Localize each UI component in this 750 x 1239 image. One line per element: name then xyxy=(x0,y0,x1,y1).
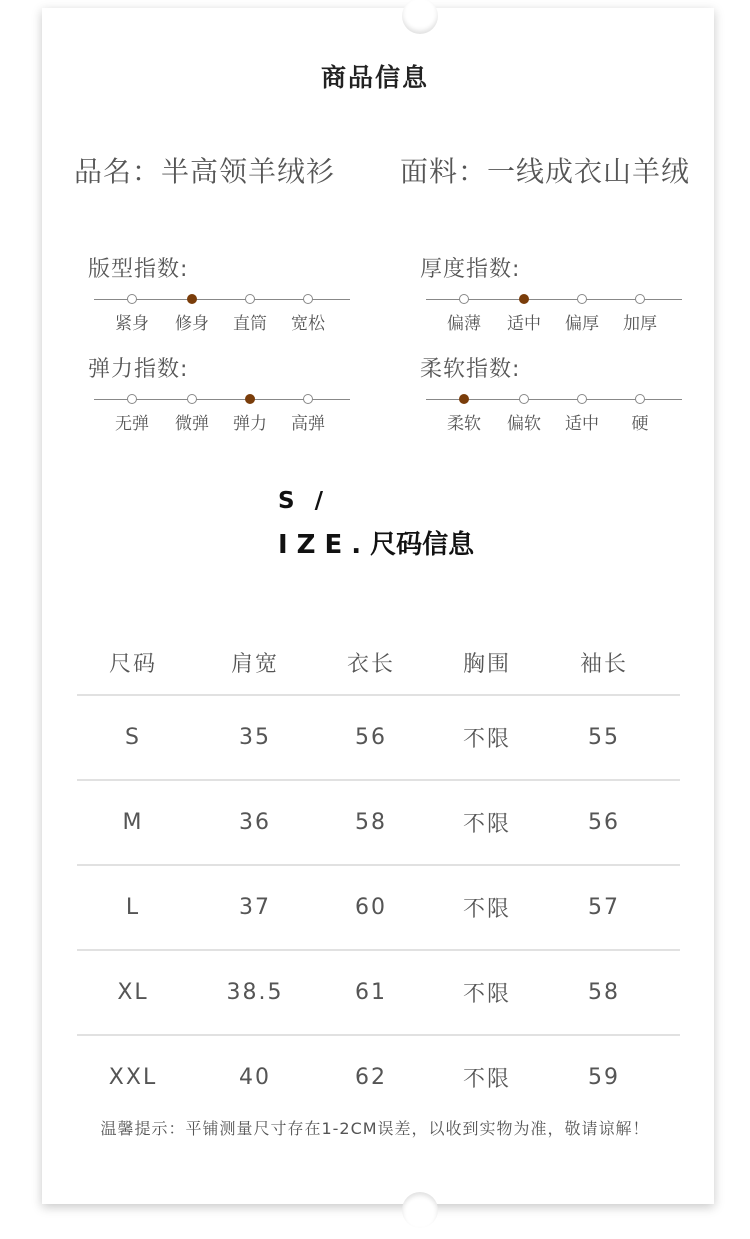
table-cell: 55 xyxy=(588,725,620,750)
index-option-label: 无弹 xyxy=(115,414,149,434)
selected-dot xyxy=(187,294,197,304)
index-option-label: 硬 xyxy=(631,414,649,434)
option-dot xyxy=(577,394,587,404)
table-header-cell: 尺码 xyxy=(108,651,157,677)
product-name: 品名：半高领羊绒衫 xyxy=(74,155,336,188)
index-option xyxy=(220,391,280,434)
index-scale xyxy=(88,291,350,345)
option-dot xyxy=(187,394,197,404)
index-option xyxy=(278,391,338,434)
size-heading-latin: IZE. xyxy=(278,530,371,560)
product-fabric: 面料：一线成衣山羊绒 xyxy=(400,155,691,188)
index-label: 厚度指数: xyxy=(420,257,521,282)
table-cell: XXL xyxy=(108,1065,158,1090)
index-option xyxy=(162,291,222,334)
elasticity-index xyxy=(88,352,350,445)
table-cell: S xyxy=(125,725,141,750)
table-cell: 58 xyxy=(588,980,620,1005)
index-option xyxy=(434,291,494,334)
size-heading-cn: 尺码信息 xyxy=(370,530,475,560)
table-cell: 40 xyxy=(239,1065,271,1090)
selected-dot xyxy=(245,394,255,404)
index-option xyxy=(494,391,554,434)
size-heading-line1: S / xyxy=(278,488,329,514)
option-dot xyxy=(577,294,587,304)
option-dot xyxy=(519,394,529,404)
index-option-label: 偏厚 xyxy=(565,314,599,334)
softness-index xyxy=(420,352,682,445)
table-header-row xyxy=(77,630,680,694)
top-notch xyxy=(402,0,438,34)
table-cell: 61 xyxy=(355,980,387,1005)
table-cell: 不限 xyxy=(462,982,511,1007)
index-option xyxy=(278,291,338,334)
index-option-label: 适中 xyxy=(507,314,541,334)
fit-index xyxy=(88,252,350,345)
measurement-note: 温馨提示：平铺测量尺寸存在1-2CM误差，以收到实物为准，敬请谅解！ xyxy=(100,1119,650,1138)
index-option xyxy=(610,391,670,434)
bottom-notch xyxy=(402,1192,438,1228)
index-option xyxy=(102,391,162,434)
size-table xyxy=(77,630,680,1119)
table-header-cell: 肩宽 xyxy=(230,651,279,677)
table-cell: 59 xyxy=(588,1065,620,1090)
option-dot xyxy=(127,294,137,304)
index-option-label: 高弹 xyxy=(291,414,325,434)
index-option xyxy=(494,291,554,334)
table-row xyxy=(77,781,680,864)
table-row xyxy=(77,696,680,779)
option-dot xyxy=(303,294,313,304)
table-cell: 不限 xyxy=(462,897,511,922)
index-option-label: 偏薄 xyxy=(447,314,481,334)
index-option-label: 微弹 xyxy=(175,414,209,434)
option-dot xyxy=(127,394,137,404)
table-cell: 38.5 xyxy=(226,980,284,1005)
index-option-label: 加厚 xyxy=(623,314,657,334)
index-label: 版型指数: xyxy=(88,257,189,282)
table-cell: 37 xyxy=(239,895,271,920)
table-cell: 36 xyxy=(239,810,271,835)
table-cell: 不限 xyxy=(462,727,511,752)
index-option-label: 紧身 xyxy=(115,314,149,334)
table-cell: 58 xyxy=(355,810,387,835)
table-row xyxy=(77,866,680,949)
table-cell: 62 xyxy=(355,1065,387,1090)
index-label: 柔软指数: xyxy=(420,357,521,382)
table-row xyxy=(77,1036,680,1119)
table-cell: L xyxy=(125,895,141,920)
product-info-title: 商品信息 xyxy=(320,63,429,92)
selected-dot xyxy=(519,294,529,304)
table-cell: 不限 xyxy=(462,1067,511,1092)
index-option xyxy=(162,391,222,434)
index-option xyxy=(102,291,162,334)
table-header-cell: 衣长 xyxy=(346,651,395,677)
table-header-cell: 袖长 xyxy=(579,651,628,677)
table-cell: 60 xyxy=(355,895,387,920)
option-dot xyxy=(245,294,255,304)
option-dot xyxy=(303,394,313,404)
selected-dot xyxy=(459,394,469,404)
index-option xyxy=(434,391,494,434)
index-label: 弹力指数: xyxy=(88,357,189,382)
option-dot xyxy=(635,394,645,404)
table-cell: 56 xyxy=(355,725,387,750)
size-heading xyxy=(278,488,474,561)
table-row xyxy=(77,951,680,1034)
option-dot xyxy=(459,294,469,304)
index-option-label: 适中 xyxy=(565,414,599,434)
table-cell: 57 xyxy=(588,895,620,920)
index-option-label: 柔软 xyxy=(447,414,481,434)
table-cell: M xyxy=(122,810,144,835)
index-option-label: 偏软 xyxy=(507,414,541,434)
table-header-cell: 胸围 xyxy=(462,651,511,677)
index-option xyxy=(610,291,670,334)
index-option-label: 弹力 xyxy=(233,414,267,434)
option-dot xyxy=(635,294,645,304)
table-cell: 35 xyxy=(239,725,271,750)
index-option-label: 修身 xyxy=(175,314,209,334)
index-scale xyxy=(88,391,350,445)
thickness-index xyxy=(420,252,682,345)
index-scale xyxy=(420,291,682,345)
table-cell: 56 xyxy=(588,810,620,835)
table-cell: XL xyxy=(117,980,149,1005)
index-option xyxy=(552,291,612,334)
index-scale xyxy=(420,391,682,445)
index-option xyxy=(220,291,280,334)
index-option-label: 直筒 xyxy=(233,314,267,334)
index-option xyxy=(552,391,612,434)
index-option-label: 宽松 xyxy=(291,314,325,334)
table-cell: 不限 xyxy=(462,812,511,837)
size-heading-line2 xyxy=(278,524,474,561)
